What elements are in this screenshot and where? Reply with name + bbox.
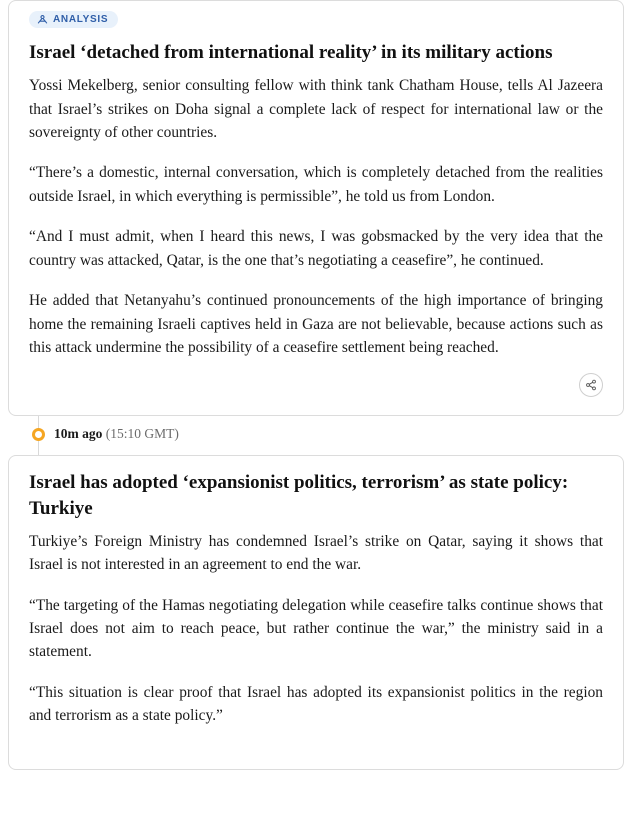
liveblog-entry-turkiye <box>8 455 624 770</box>
timeline-marker <box>30 416 624 455</box>
timeline-dot-icon <box>32 428 45 441</box>
status-badge <box>29 11 118 28</box>
timestamp-absolute: (15:10 GMT) <box>105 426 179 442</box>
status-badge-label: ANALYSIS <box>53 14 109 25</box>
entry-paragraph: “This situation is clear proof that Israel has adopted its expansionist politics in the region and terrorism as a state policy.” <box>29 683 603 725</box>
timestamp-relative: 10m ago <box>54 426 103 442</box>
entry-headline: Israel ‘detached from international reality’ in its military actions <box>29 42 553 63</box>
share-icon <box>585 379 597 391</box>
entry-paragraph: Yossi Mekelberg, senior consulting fellow with think tank Chatham House, tells Al Jazeera that Israel’s strikes on Doha signal a complete lack of respect for international law or the sovereignty of other countries. <box>29 77 603 142</box>
share-button[interactable] <box>579 373 603 397</box>
entry-paragraph: “And I must admit, when I heard this news, I was gobsmacked by the very idea that the country was attacked, Qatar, is the one that’s negotiating a ceasefire”, he continued. <box>29 228 603 269</box>
analysis-icon <box>37 14 48 25</box>
timestamp <box>54 426 179 442</box>
entry-paragraph: “The targeting of the Hamas negotiating delegation while ceasefire talks continue shows that Israel does not aim to reach peace, but rather continue the war,” the ministry said in a statement. <box>29 596 603 661</box>
badge-row <box>29 11 603 30</box>
entry-paragraph: He added that Netanyahu’s continued pronouncements of the high importance of bringing home the remaining Israeli captives held in Gaza are not believable, because actions such as this attack undermine the possibility of a ceasefire settlement being reached. <box>29 292 603 356</box>
liveblog-entry-analysis <box>8 0 624 416</box>
entry-paragraph: “There’s a domestic, internal conversation, which is completely detached from the realities outside Israel, in which everything is permissible”, he told us from London. <box>29 164 603 205</box>
entry-paragraph: Turkiye’s Foreign Ministry has condemned Israel’s strike on Qatar, saying it shows that Israel is not interested in an agreement to end the war. <box>29 532 603 574</box>
share-row <box>29 373 603 397</box>
entry-headline: Israel has adopted ‘expansionist politics, terrorism’ as state policy: Turkiye <box>29 472 569 519</box>
